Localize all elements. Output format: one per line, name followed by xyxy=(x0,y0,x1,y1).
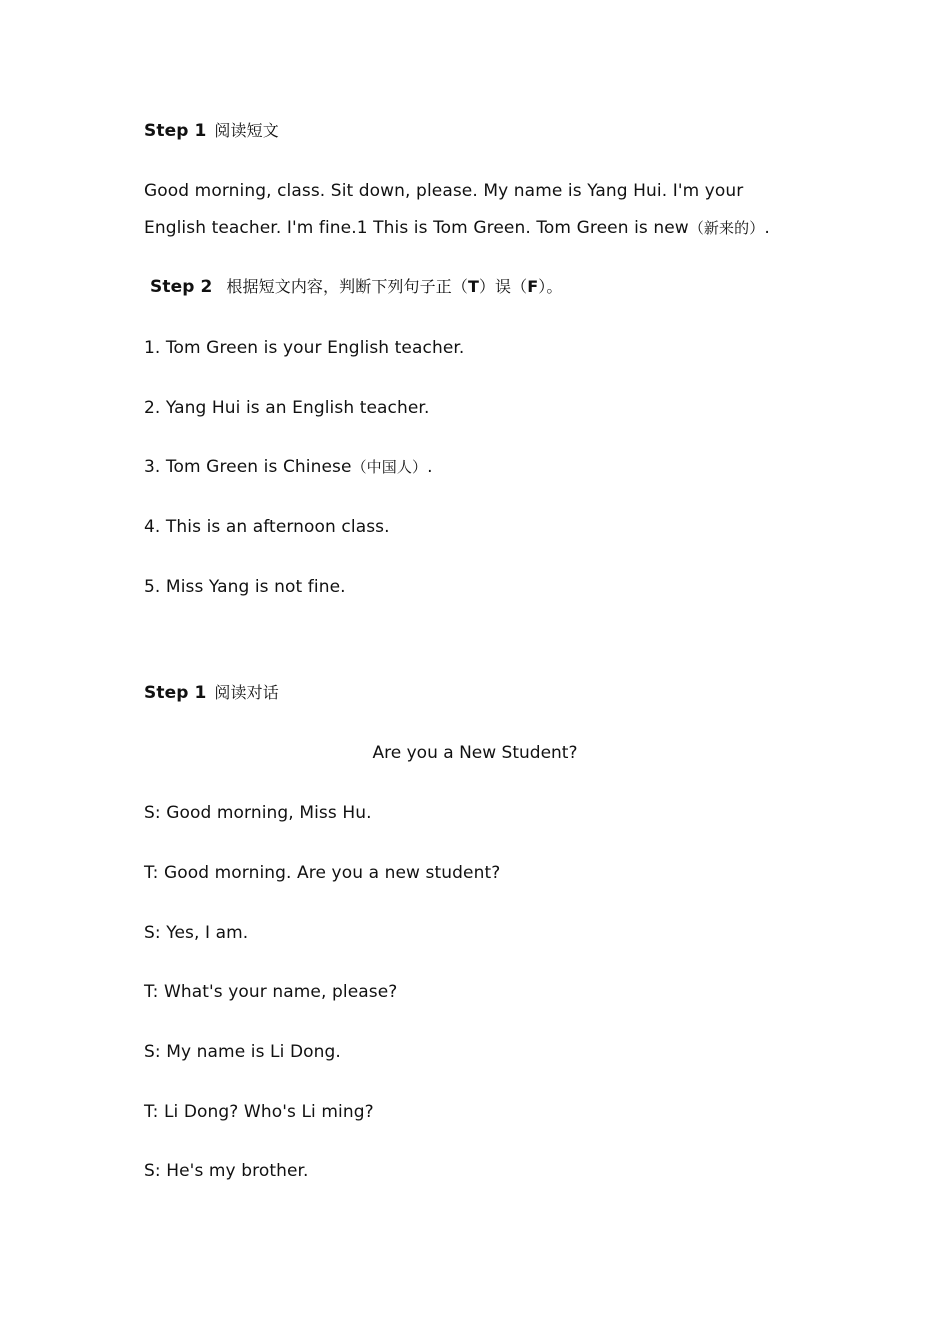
statement-item-5: 5. Miss Yang is not fine. xyxy=(144,577,346,597)
dialogue-line: S: Good morning, Miss Hu. xyxy=(144,803,372,823)
statement-item-3 xyxy=(144,455,433,479)
heading-chinese-label: 阅读短文 xyxy=(214,121,279,140)
step-label: Step 2 xyxy=(150,277,213,297)
step-label: Step 1 xyxy=(144,121,207,141)
passage-line-2 xyxy=(144,216,770,240)
statement-item-4: 4. This is an afternoon class. xyxy=(144,517,390,537)
heading-part-a: 根据短文内容，判断下列句子正（ xyxy=(226,277,468,296)
passage-line-2-chinese: （新来的） xyxy=(688,219,765,237)
passage-line-2-end: . xyxy=(764,218,770,238)
heading-part-c: ）。 xyxy=(538,277,563,296)
dialogue-title: Are you a New Student? xyxy=(372,743,578,763)
dialogue-line: S: My name is Li Dong. xyxy=(144,1042,341,1062)
passage-line-2-english: English teacher. I'm fine.1 This is Tom Green. Tom Green is new xyxy=(144,218,689,238)
heading-false-letter: F xyxy=(527,277,539,296)
statement-item-3-english: 3. Tom Green is Chinese xyxy=(144,457,352,477)
dialogue-line: S: Yes, I am. xyxy=(144,923,249,943)
dialogue-line: T: Good morning. Are you a new student? xyxy=(144,863,501,883)
heading-chinese-label xyxy=(226,277,562,296)
heading-true-letter: T xyxy=(467,277,479,296)
step-label: Step 1 xyxy=(144,683,207,703)
dialogue-line: S: He's my brother. xyxy=(144,1161,309,1181)
section2-heading xyxy=(150,275,563,299)
heading-part-b: ）误（ xyxy=(478,277,528,296)
dialogue-line: T: Li Dong? Who's Li ming? xyxy=(144,1102,374,1122)
section1-heading xyxy=(144,119,279,143)
section3-heading xyxy=(144,681,279,705)
statement-item-1: 1. Tom Green is your English teacher. xyxy=(144,338,465,358)
statement-item-3-end: . xyxy=(427,457,433,477)
dialogue-line: T: What's your name, please? xyxy=(144,982,398,1002)
statement-item-3-chinese: （中国人） xyxy=(351,458,428,476)
heading-chinese-label: 阅读对话 xyxy=(214,683,279,702)
passage-line-1: Good morning, class. Sit down, please. My name is Yang Hui. I'm your xyxy=(144,181,744,201)
statement-item-2: 2. Yang Hui is an English teacher. xyxy=(144,398,430,418)
